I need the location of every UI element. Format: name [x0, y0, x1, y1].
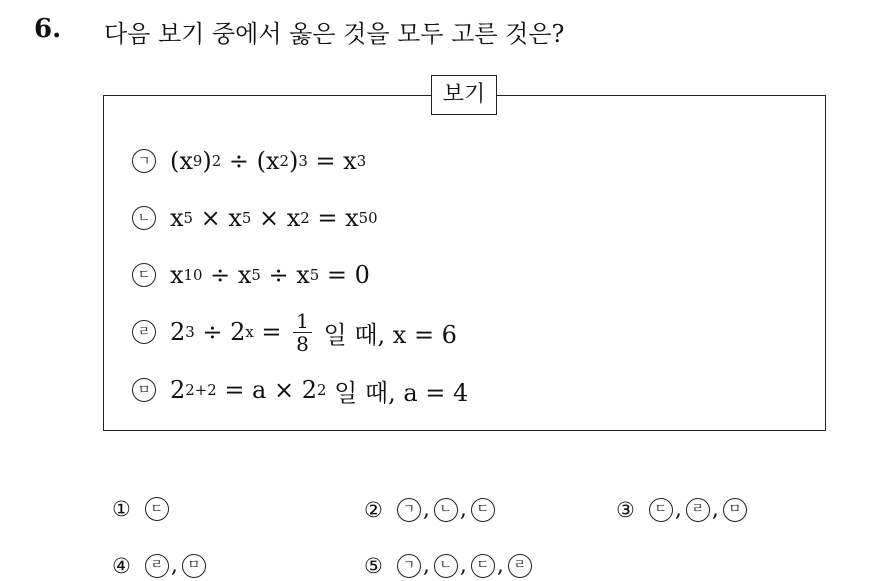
choice-number: ①: [112, 497, 131, 521]
separator: ,: [459, 497, 467, 522]
choice-5[interactable]: [364, 553, 532, 578]
choice-number: ⑤: [364, 553, 383, 578]
choice-marker: ㄱ: [397, 498, 421, 522]
item-marker: ㄹ: [132, 320, 156, 344]
item-expression: 2 2+2 = a × 2 2 일 때, a = 4: [170, 376, 469, 407]
choice-markers: [397, 553, 532, 578]
choice-marker: ㄷ: [471, 554, 495, 578]
choice-number: ②: [364, 497, 383, 522]
bogi-item-nieun: [132, 198, 378, 238]
choice-marker: ㄹ: [686, 498, 710, 522]
choice-marker: ㅁ: [182, 554, 206, 578]
bogi-item-rieul: [132, 306, 457, 358]
separator: ,: [711, 497, 719, 522]
item-expression: (x 9 ) 2 ÷ (x 2 ) 3 = x 3: [170, 147, 367, 175]
bogi-item-mieum: [132, 370, 468, 410]
separator: ,: [459, 553, 467, 578]
item-marker: ㄴ: [132, 206, 156, 230]
choice-markers: [145, 553, 206, 578]
item-marker: ㄱ: [132, 149, 156, 173]
choice-marker: ㄹ: [145, 554, 169, 578]
separator: ,: [674, 497, 682, 522]
separator: ,: [170, 553, 178, 578]
bogi-item-giyeok: [132, 141, 366, 181]
fraction: $\frac{1}{8}$: [293, 310, 312, 355]
choice-number: ④: [112, 553, 131, 578]
choice-marker: ㅁ: [723, 498, 747, 522]
separator: ,: [422, 553, 430, 578]
choice-number: ③: [616, 497, 635, 522]
choice-markers: [649, 497, 747, 522]
choice-3[interactable]: [616, 497, 747, 522]
choice-markers: [397, 497, 495, 522]
item-marker: ㅁ: [132, 378, 156, 402]
choice-1[interactable]: [112, 497, 169, 521]
item-marker: ㄷ: [132, 263, 156, 287]
question-number: 6.: [34, 14, 62, 44]
choice-marker: ㄷ: [471, 498, 495, 522]
choice-marker: ㄷ: [649, 498, 673, 522]
question-text: 다음 보기 중에서 옳은 것을 모두 고른 것은?: [104, 20, 565, 48]
item-expression: x 5 × x 5 × x 2 = x 50: [170, 204, 378, 232]
choice-marker: ㄱ: [397, 554, 421, 578]
separator: ,: [422, 497, 430, 522]
choice-marker: ㄴ: [434, 554, 458, 578]
bogi-item-digeut: [132, 255, 370, 295]
choice-marker: ㄷ: [145, 497, 169, 521]
choice-2[interactable]: [364, 497, 495, 522]
choice-marker: ㄴ: [434, 498, 458, 522]
item-expression: x 10 ÷ x 5 ÷ x 5 = 0: [170, 261, 370, 289]
choice-marker: ㄹ: [508, 554, 532, 578]
choice-markers: [145, 497, 169, 521]
choice-4[interactable]: [112, 553, 206, 578]
item-expression: 2 3 ÷ 2 x = $\frac{1}{8}$ 일 때, x = 6: [170, 308, 457, 356]
bogi-title: 보기: [431, 75, 497, 115]
separator: ,: [496, 553, 504, 578]
